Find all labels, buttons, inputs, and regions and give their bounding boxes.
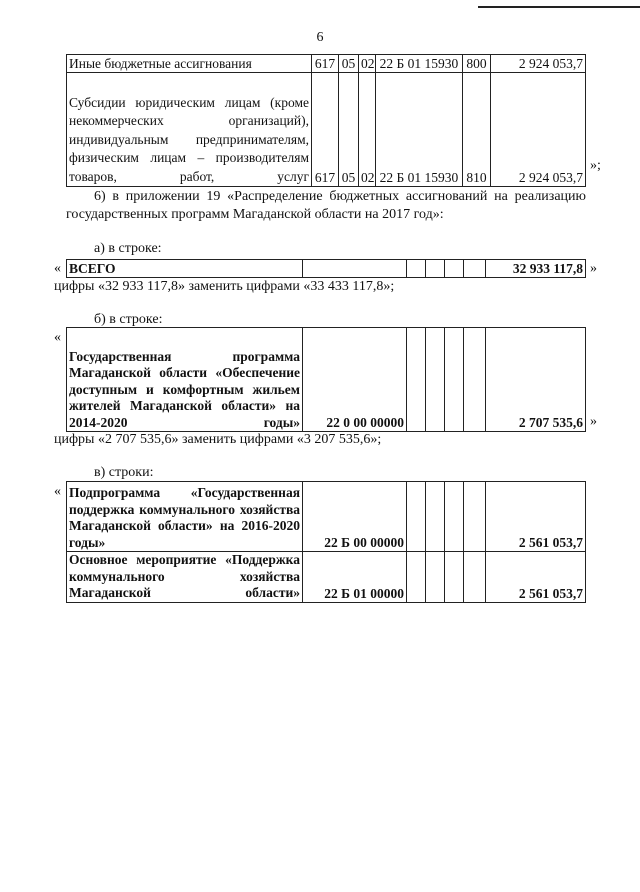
close-quote: »; xyxy=(590,158,601,173)
open-quote: « xyxy=(54,484,61,499)
cell-subsection: 02 xyxy=(359,55,376,73)
budget-table-1 xyxy=(66,54,586,187)
cell-empty xyxy=(407,482,426,552)
page-number: 6 xyxy=(316,30,324,45)
cell-amount: 2 924 053,7 xyxy=(491,73,586,187)
top-edge-line xyxy=(478,6,640,8)
row-name: Подпрограмма «Государственная поддержка коммунального хозяйства Магаданской области» на 2016-2020 годы» xyxy=(67,482,303,552)
section-c-label: в) строки: xyxy=(94,465,154,480)
cell-empty xyxy=(407,260,426,278)
cell-code: 22 Б 00 00000 xyxy=(303,482,407,552)
open-quote: « xyxy=(54,261,61,276)
row-name: ВСЕГО xyxy=(67,260,303,278)
cell-empty xyxy=(426,260,445,278)
cell-empty xyxy=(445,328,464,432)
cell-empty xyxy=(445,260,464,278)
cell-code xyxy=(303,260,407,278)
section-b-label: б) в строке: xyxy=(94,312,163,327)
cell-empty xyxy=(464,260,486,278)
cell-expense-type: 800 xyxy=(463,55,491,73)
close-quote: » xyxy=(590,261,597,276)
cell-target-article: 22 Б 01 15930 xyxy=(376,73,463,187)
table-state-program xyxy=(66,327,586,432)
table-row xyxy=(67,55,586,73)
table-subprogram xyxy=(66,481,586,603)
cell-code: 22 0 00 00000 xyxy=(303,328,407,432)
row-name: Основное мероприятие «Поддержка коммунального хозяйства Магаданской области» xyxy=(67,552,303,603)
row-name: Иные бюджетные ассигнования xyxy=(67,55,312,73)
table-row xyxy=(67,328,586,432)
cell-code: 22 Б 01 00000 xyxy=(303,552,407,603)
open-quote: « xyxy=(54,330,61,345)
cell-empty xyxy=(464,328,486,432)
cell-empty xyxy=(426,552,445,603)
cell-target-article: 22 Б 01 15930 xyxy=(376,55,463,73)
cell-section: 05 xyxy=(339,55,359,73)
row-name: Государственная программа Магаданской области «Обеспечение доступным и комфортным жильем жителей Магаданской области» на 2014-2020 годы» xyxy=(67,328,303,432)
cell-amount: 32 933 117,8 xyxy=(486,260,586,278)
section-b-note: цифры «2 707 535,6» заменить цифрами «3 207 535,6»; xyxy=(54,432,382,447)
section-a-note: цифры «32 933 117,8» заменить цифрами «33 433 117,8»; xyxy=(54,279,395,294)
table-total xyxy=(66,259,586,278)
cell-section: 05 xyxy=(339,73,359,187)
cell-ministry: 617 xyxy=(312,73,339,187)
cell-amount: 2 561 053,7 xyxy=(486,552,586,603)
cell-expense-type: 810 xyxy=(463,73,491,187)
paragraph-appendix-19: 6) в приложении 19 «Распределение бюджетных ассигнований на реализацию государственных программ Магаданской области на 2017 год»: xyxy=(66,189,586,222)
cell-empty xyxy=(445,552,464,603)
cell-empty xyxy=(464,482,486,552)
close-quote: » xyxy=(590,414,597,429)
cell-empty xyxy=(407,552,426,603)
table-row xyxy=(67,552,586,603)
cell-amount: 2 561 053,7 xyxy=(486,482,586,552)
row-name: Субсидии юридическим лицам (кроме некоммерческих организаций), индивидуальным предпринимателям, физическим лицам – производителям товаров, работ, услуг xyxy=(67,73,312,187)
cell-empty xyxy=(464,552,486,603)
cell-ministry: 617 xyxy=(312,55,339,73)
cell-empty xyxy=(407,328,426,432)
cell-subsection: 02 xyxy=(359,73,376,187)
cell-empty xyxy=(426,482,445,552)
table-row xyxy=(67,73,586,187)
section-a-label: а) в строке: xyxy=(94,241,162,256)
table-row xyxy=(67,260,586,278)
cell-amount: 2 707 535,6 xyxy=(486,328,586,432)
table-row xyxy=(67,482,586,552)
cell-empty xyxy=(426,328,445,432)
cell-amount: 2 924 053,7 xyxy=(491,55,586,73)
cell-empty xyxy=(445,482,464,552)
